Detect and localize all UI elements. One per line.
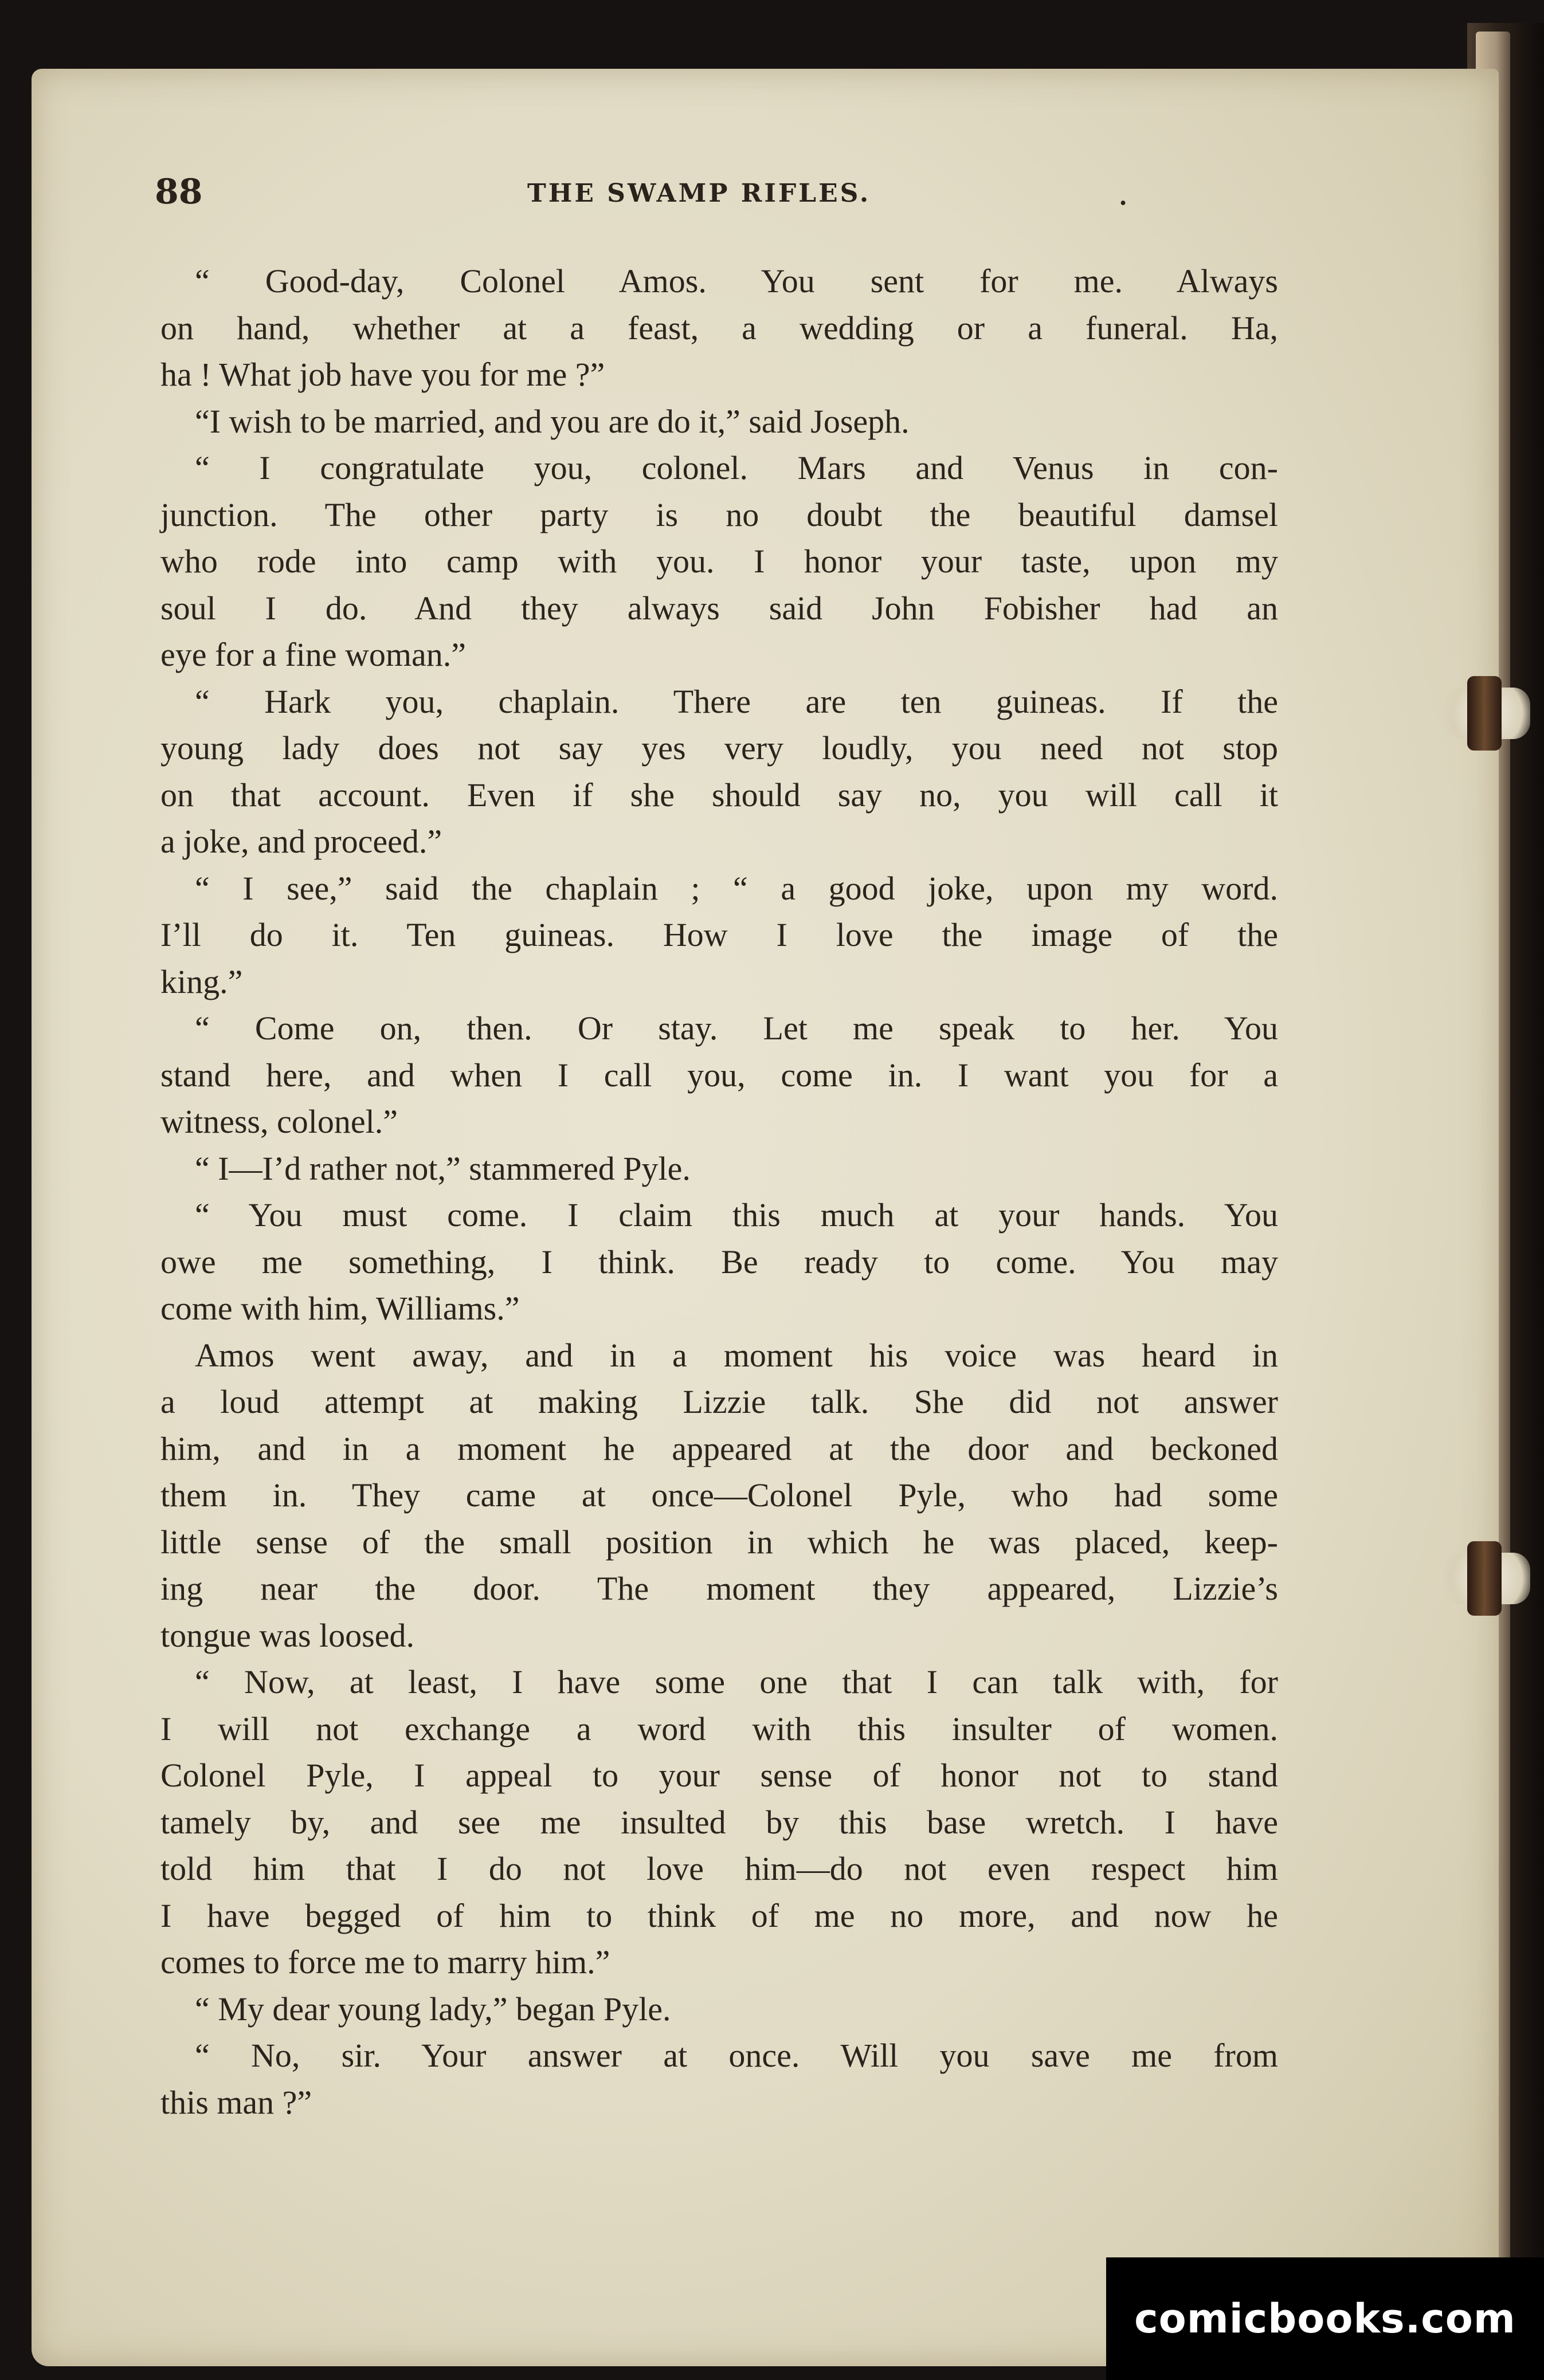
text-line: tongue was loosed. (160, 1616, 414, 1654)
text-line: “ Now, at least, I have some one that I can talk with, for (195, 1663, 1278, 1700)
text-line: ha ! What job have you for me ?” (160, 356, 605, 393)
text-line: “ Hark you, chaplain. There are ten guineas. If the (195, 682, 1278, 720)
text-line: owe me something, I think. Be ready to come. You may (160, 1243, 1278, 1281)
text-line: stand here, and when I call you, come in. I want you for a (160, 1056, 1278, 1094)
binding-staple-icon (1444, 670, 1530, 756)
text-line: soul I do. And they always said John Fobisher had an (160, 589, 1278, 627)
text-line: him, and in a moment he appeared at the door and beckoned (160, 1429, 1278, 1467)
text-line: ing near the door. The moment they appeared, Lizzie’s (160, 1570, 1278, 1607)
header-mark: . (1118, 173, 1129, 213)
text-line: “ Good-day, Colonel Amos. You sent for me. Always (195, 262, 1278, 300)
text-line: who rode into camp with you. I honor your taste, upon my (160, 543, 1278, 580)
text-line: little sense of the small position in which he was placed, keep- (160, 1523, 1278, 1561)
text-line: comes to force me to marry him.” (160, 1943, 610, 1981)
text-line: a loud attempt at making Lizzie talk. She did not answer (160, 1383, 1278, 1420)
text-line: them in. They came at once—Colonel Pyle, who had some (160, 1476, 1278, 1514)
text-line: Amos went away, and in a moment his voice was heard in (195, 1336, 1278, 1374)
text-line: “ My dear young lady,” began Pyle. (195, 1990, 671, 2028)
text-line: come with him, Williams.” (160, 1290, 520, 1327)
text-line: this man ?” (160, 2083, 312, 2121)
text-line: “ Come on, then. Or stay. Let me speak to her. You (195, 1010, 1278, 1047)
text-line: “ You must come. I claim this much at your hands. You (195, 1196, 1278, 1234)
page-number: 88 (155, 172, 203, 212)
watermark: comicbooks.com (1106, 2257, 1544, 2380)
text-line: I’ll do it. Ten guineas. How I love the image of the (160, 916, 1278, 953)
text-line: king.” (160, 963, 243, 1000)
text-line: “ I see,” said the chaplain ; “ a good joke, upon my word. (195, 869, 1278, 907)
page-header (155, 172, 1129, 223)
body-text (160, 258, 1278, 2126)
text-line: “ No, sir. Your answer at once. Will you save me from (195, 2037, 1278, 2074)
text-line: Colonel Pyle, I appeal to your sense of honor not to stand (160, 1757, 1278, 1794)
text-line: “ I congratulate you, colonel. Mars and Venus in con- (195, 449, 1278, 486)
text-line: witness, colonel.” (160, 1103, 398, 1140)
text-line: tamely by, and see me insulted by this base wretch. I have (160, 1803, 1278, 1841)
text-line: young lady does not say yes very loudly, you need not stop (160, 729, 1278, 767)
text-line: a joke, and proceed.” (160, 823, 442, 860)
text-line: “I wish to be married, and you are do it,” said Joseph. (195, 402, 910, 440)
text-line: told him that I do not love him—do not even respect him (160, 1850, 1278, 1887)
text-line: junction. The other party is no doubt the beautiful damsel (160, 496, 1278, 533)
text-line: I will not exchange a word with this insulter of women. (160, 1710, 1278, 1747)
running-head: THE SWAMP RIFLES. (527, 179, 871, 208)
text-line: on that account. Even if she should say no, you will call it (160, 776, 1278, 814)
text-line: “ I—I’d rather not,” stammered Pyle. (195, 1149, 691, 1187)
text-line: I have begged of him to think of me no more, and now he (160, 1896, 1278, 1934)
binding-staple-icon (1444, 1535, 1530, 1621)
text-line: eye for a fine woman.” (160, 636, 467, 673)
text-line: on hand, whether at a feast, a wedding or a funeral. Ha, (160, 309, 1278, 347)
